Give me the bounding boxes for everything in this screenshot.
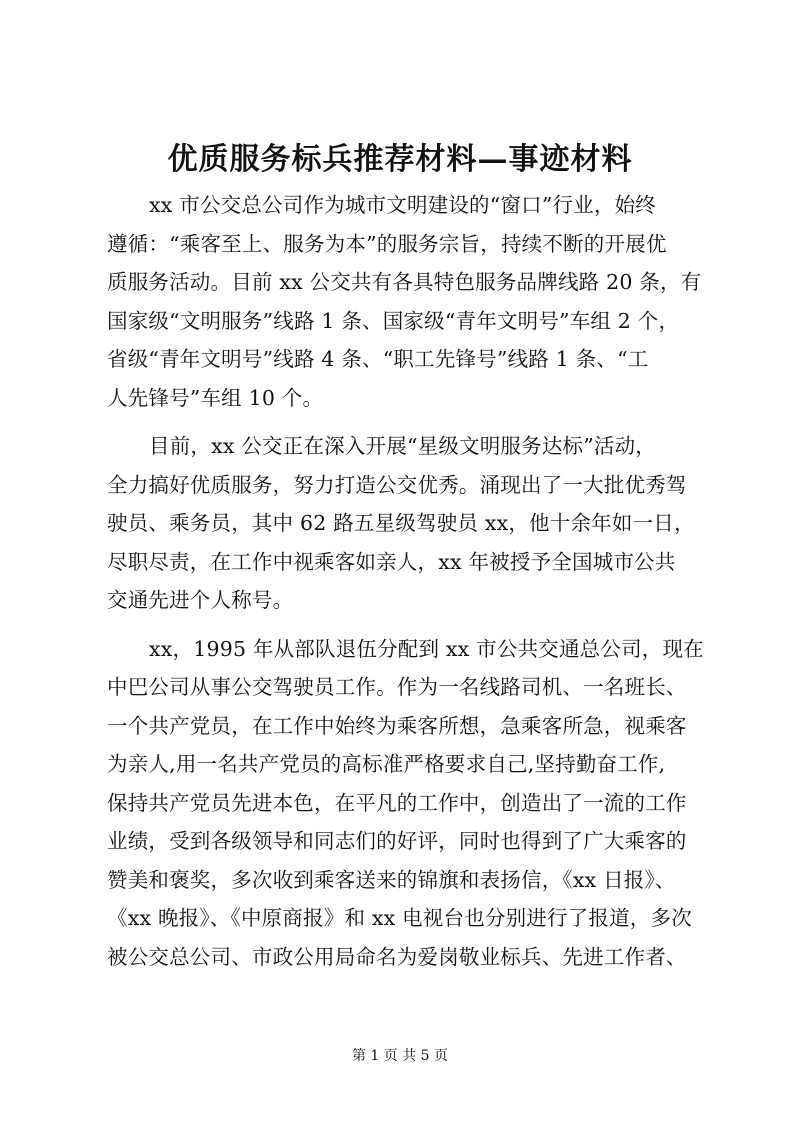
paragraph-line: 《xx 晚报》、《中原商报》和 xx 电视台也分别进行了报道，多次: [107, 906, 692, 930]
page-footer: 第 1 页 共 5 页: [351, 1048, 449, 1064]
paragraph-line: 业绩，受到各级领导和同志们的好评，同时也得到了广大乘客的: [107, 829, 687, 853]
paragraph-line: 质服务活动。目前 xx 公交共有各具特色服务品牌线路 20 条，有: [107, 270, 702, 294]
paragraph-line: 被公交总公司、市政公用局命名为爱岗敬业标兵、先进工作者、: [107, 944, 687, 969]
paragraph-line: 尽职尽责，在工作中视乘客如亲人，xx 年被授予全国城市公共: [107, 549, 676, 574]
paragraph-spacer: [107, 620, 707, 630]
paragraph-spacer: [107, 417, 707, 427]
document-title: 优质服务标兵推荐材料—事迹材料: [167, 142, 633, 177]
paragraph-3: [107, 630, 707, 977]
paragraph-line: 目前，xx 公交正在深入开展“星级文明服务达标”活动，: [149, 434, 656, 458]
document-body: [107, 186, 707, 976]
paragraph-line: 一个共产党员，在工作中始终为乘客所想，急乘客所急，视乘客: [107, 713, 687, 738]
paragraph-line: xx 市公交总公司作为城市文明建设的“窗口”行业，始终: [149, 193, 656, 217]
paragraph-1: [107, 186, 707, 417]
paragraph-line: 遵循：“乘客至上、服务为本”的服务宗旨，持续不断的开展优: [107, 231, 667, 256]
paragraph-line: 驶员、乘务员，其中 62 路五星级驾驶员 xx，他十余年如一日，: [107, 511, 695, 535]
paragraph-line: 为亲人,用一名共产党员的高标准严格要求自己,坚持勤奋工作,: [107, 752, 666, 776]
paragraph-2: [107, 427, 707, 620]
paragraph-line: xx，1995 年从部队退伍分配到 xx 市公共交通总公司，现在: [149, 636, 704, 661]
paragraph-line: 人先锋号”车组 10 个。: [107, 385, 324, 410]
paragraph-line: 交通先进个人称号。: [107, 588, 294, 612]
paragraph-line: 国家级“文明服务”线路 1 条、国家级“青年文明号”车组 2 个，: [107, 308, 680, 333]
paragraph-line: 保持共产党员先进本色，在平凡的工作中，创造出了一流的工作: [107, 790, 687, 815]
paragraph-line: 赞美和褒奖，多次收到乘客送来的锦旗和表扬信，《xx 日报》、: [107, 867, 676, 892]
paragraph-line: 全力搞好优质服务，努力打造公交优秀。涌现出了一大批优秀驾: [107, 472, 687, 497]
paragraph-line: 中巴公司从事公交驾驶员工作。作为一名线路司机、一名班长、: [107, 675, 687, 699]
paragraph-line: 省级“青年文明号”线路 4 条、“职工先锋号”线路 1 条、“工: [107, 347, 649, 371]
